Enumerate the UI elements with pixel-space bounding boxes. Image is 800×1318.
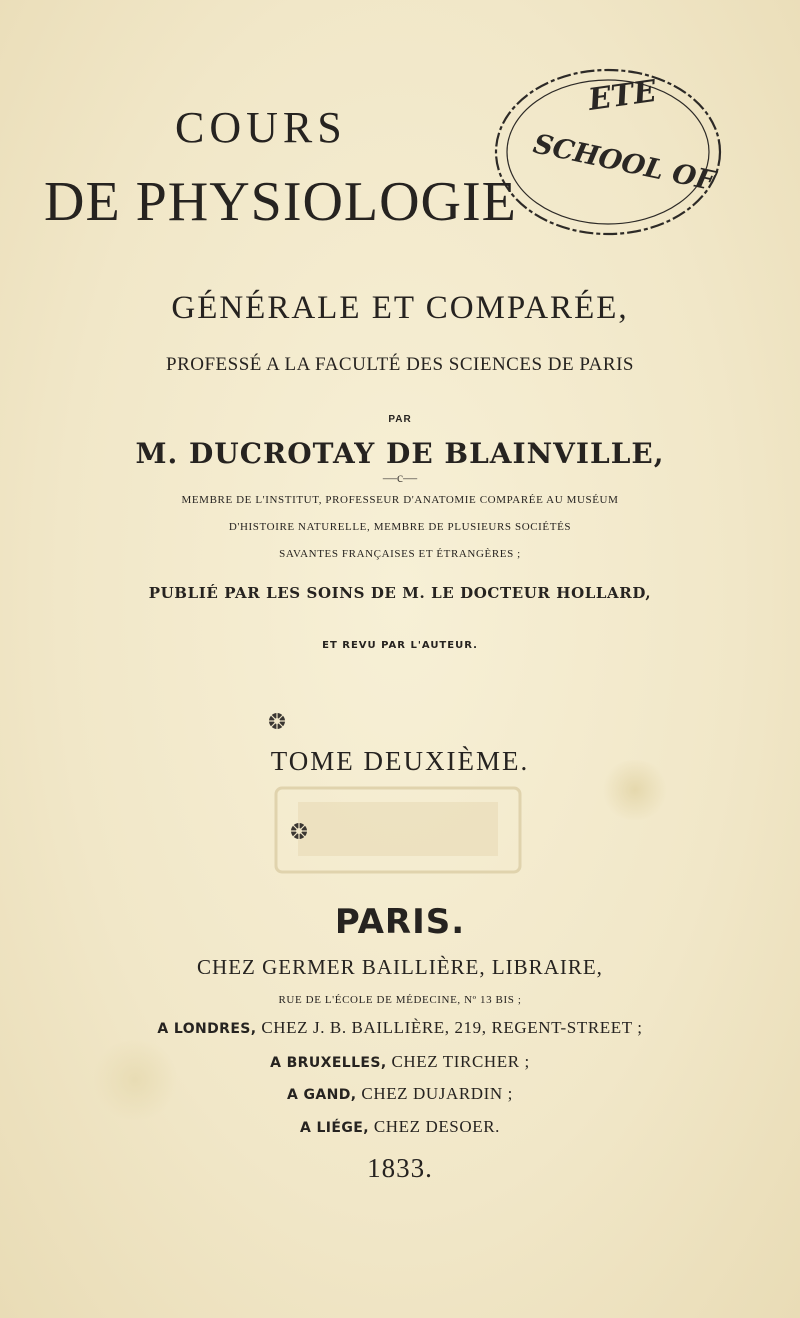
tome-label: TOME DEUXIÈME. bbox=[270, 746, 530, 776]
revu-line: ET REVU PAR L'AUTEUR. bbox=[322, 640, 478, 651]
author-description-2: D'HISTOIRE NATURELLE, MEMBRE DE PLUSIEURS SOCIÉTÉS bbox=[228, 521, 572, 533]
branch-place: A LONDRES, bbox=[157, 1021, 257, 1037]
imprint-branch-gand bbox=[0, 1084, 800, 1104]
imprint-city: PARIS. bbox=[334, 902, 466, 942]
ornament: —c— bbox=[382, 471, 418, 486]
author-description-1: MEMBRE DE L'INSTITUT, PROFESSEUR D'ANATOMIE COMPARÉE AU MUSÉUM bbox=[181, 494, 619, 506]
imprint-address: RUE DE L'ÉCOLE DE MÉDECINE, Nº 13 BIS ; bbox=[278, 994, 522, 1006]
library-stamp bbox=[432, 60, 732, 270]
branch-place: A GAND, bbox=[287, 1087, 357, 1103]
title-generale: GÉNÉRALE ET COMPARÉE, bbox=[171, 290, 629, 326]
flower-ornament-icon bbox=[266, 710, 288, 732]
imprint-branch-liege bbox=[0, 1117, 800, 1137]
branch-place: A BRUXELLES, bbox=[270, 1055, 387, 1071]
branch-detail: CHEZ DESOER. bbox=[373, 1117, 501, 1136]
branch-place: A LIÉGE, bbox=[299, 1120, 369, 1136]
imprint-branch-londres bbox=[0, 1018, 800, 1038]
stamp-middle-text: SCHOOL OF bbox=[530, 128, 718, 198]
branch-detail: CHEZ J. B. BAILLIÈRE, 219, REGENT-STREET ; bbox=[261, 1018, 643, 1037]
title-physiologie: DE PHYSIOLOGIE bbox=[44, 171, 517, 233]
professe-line: PROFESSÉ A LA FACULTÉ DES SCIENCES DE PARIS bbox=[166, 354, 634, 375]
par-label: PAR bbox=[388, 414, 412, 425]
flower-ornament-icon bbox=[288, 820, 310, 842]
imprint-branch-bruxelles bbox=[0, 1052, 800, 1072]
title-cours: COURS bbox=[175, 103, 347, 152]
branch-detail: CHEZ DUJARDIN ; bbox=[361, 1084, 513, 1103]
author-name: M. DUCROTAY DE BLAINVILLE, bbox=[135, 437, 665, 470]
author-description-3: SAVANTES FRANÇAISES ET ÉTRANGÈRES ; bbox=[279, 548, 521, 560]
branch-detail: CHEZ TIRCHER ; bbox=[391, 1052, 530, 1071]
publie-line: PUBLIÉ PAR LES SOINS DE M. LE DOCTEUR HOLLARD, bbox=[148, 584, 652, 602]
imprint-publisher: CHEZ GERMER BAILLIÈRE, LIBRAIRE, bbox=[197, 955, 603, 979]
stamp-top-text: ETE bbox=[586, 73, 659, 118]
publication-year: 1833. bbox=[367, 1153, 433, 1183]
